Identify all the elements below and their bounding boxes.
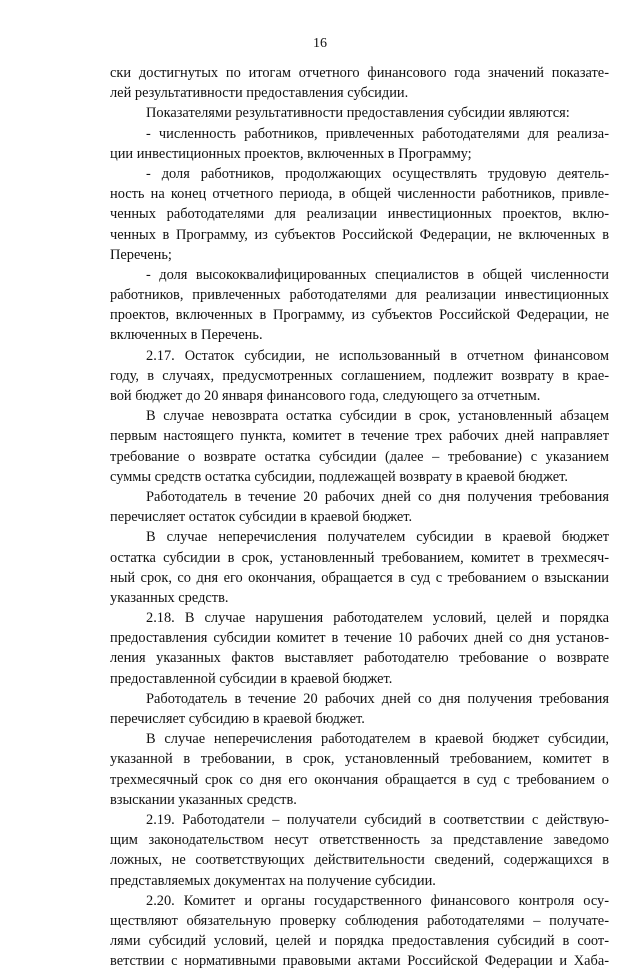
text-line: - доля высококвалифицированных специалистов в общей численности [146,266,609,283]
text-line: включенных в Перечень. [110,327,263,344]
text-line: предоставленной субсидии в краевой бюджет. [110,670,393,687]
text-line: ции инвестиционных проектов, включенных в Программу; [110,145,472,162]
text-line: проектов, включенных в Программу, из субъектов Российской Федерации, не [110,307,609,324]
text-line: ществляют обязательную проверку соблюдения работодателями – получате- [110,912,609,929]
text-line: - численность работников, привлеченных работодателями для реализа- [146,125,609,142]
text-line: представляемых документах на получение субсидии. [110,872,436,889]
text-line: - доля работников, продолжающих осуществлять трудовую деятель- [146,165,609,182]
text-line: 2.19. Работодатели – получатели субсидий в соответствии с действую- [146,811,609,828]
text-line: требование о возврате остатка субсидии (далее – требование) с указанием [110,448,609,465]
text-line: лей результативности предоставления субсидии. [110,85,409,102]
text-line: Показателями результативности предоставления субсидии являются: [146,105,570,122]
text-line: году, в случаях, предусмотренных соглашением, подлежит возврату в крае- [110,367,609,384]
text-line: первым настоящего пункта, комитет в течение трех рабочих дней направляет [110,428,609,445]
text-line: остатка субсидии в срок, установленный требованием, комитет в трехмесяч- [110,549,609,566]
text-line: ски достигнутых по итогам отчетного финансового года значений показате- [110,65,609,81]
text-line: вой бюджет до 20 января финансового года, следующего за отчетным. [110,388,541,404]
text-line: 2.18. В случае нарушения работодателем условий, целей и порядка [146,610,609,627]
text-line: В случае невозврата остатка субсидии в срок, установленный абзацем [146,408,609,425]
text-line: ченных в Программу, из субъектов Российской Федерации, не включенных в [110,226,609,243]
text-line: ложных, не соответствующих действительности сведений, содержащихся в [110,852,609,869]
text-line: взыскании указанных средств. [110,791,297,808]
text-line: ления указанных фактов выставляет работодателю требование о возврате [110,650,609,667]
text-line: 2.20. Комитет и органы государственного финансового контроля осу- [146,892,609,909]
text-line: ный срок, со дня его окончания, обращается в суд с требованием о взыскании [110,569,609,586]
text-line: указанных средств. [110,589,229,606]
text-line: ветствии с нормативными правовыми актами Российской Федерации и Хаба- [110,953,609,970]
text-line: щим законодательством несут ответственность за представление заведомо [110,832,609,849]
text-line: перечисляет остаток субсидии в краевой бюджет. [110,509,413,526]
text-line: ченных работодателями для реализации инвестиционных проектов, вклю- [110,206,609,223]
text-line: В случае неперечисления получателем субсидии в краевой бюджет [146,529,609,546]
text-line: перечисляет субсидию в краевой бюджет. [110,711,365,727]
text-line: трехмесячный срок со дня его окончания обращается в суд с требованием о [110,771,609,788]
text-line: указанной в требовании, в срок, установленный требованием, комитет в [110,751,609,768]
text-line: предоставления субсидии комитет в течение 10 рабочих дней со дня установ- [110,630,609,647]
text-line: 2.17. Остаток субсидии, не использованный в отчетном финансовом [146,347,609,364]
text-line: Перечень; [110,246,172,263]
text-line: ность на конец отчетного периода, в общей численности работников, привле- [110,186,609,203]
text-line: В случае неперечисления работодателем в краевой бюджет субсидии, [146,731,609,748]
text-line: Работодатель в течение 20 рабочих дней со дня получения требования [146,488,609,505]
text-line: лями субсидий условий, целей и порядка предоставления субсидий в соот- [110,933,609,950]
page-number: 16 [313,36,327,51]
text-line: работников, привлеченных работодателями для реализации инвестиционных [110,287,609,304]
document-body [110,63,609,971]
text-line: суммы средств остатка субсидии, подлежащей возврату в краевой бюджет. [110,468,568,485]
text-line: Работодатель в течение 20 рабочих дней со дня получения требования [146,690,609,707]
